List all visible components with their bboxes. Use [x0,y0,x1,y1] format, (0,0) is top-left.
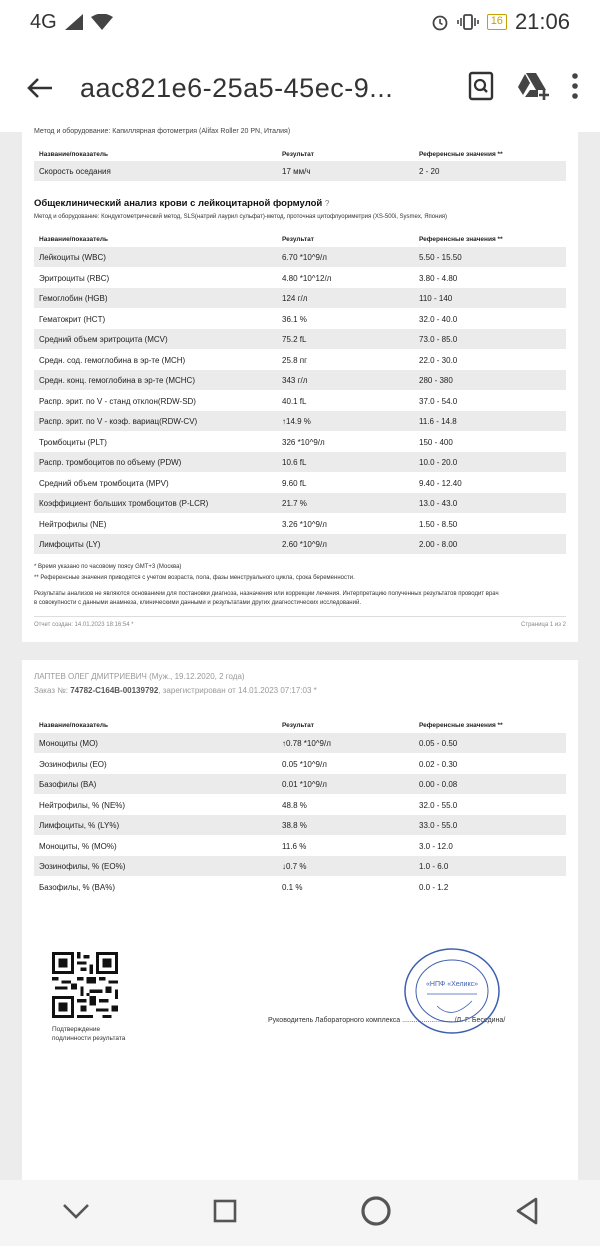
header-ref: Референсные значения ** [419,151,503,158]
table-row: Моноциты (MO) ↑0.78 *10^9/л 0.05 - 0.50 [34,733,566,753]
nav-recents-button[interactable] [213,1199,237,1228]
drive-add-icon [516,71,550,101]
home-circle-icon [360,1195,392,1227]
wifi-icon [91,14,113,30]
table-row: Нейтрофилы (NE) 3.26 *10^9/л 1.50 - 8.50 [39,520,458,529]
disclaimer: Результаты анализов не являются основанием для постановки диагноза, назначения или коррекции лечения. Интерпретацию полученных результатов проводит врач [34,591,499,597]
nav-home-button[interactable] [360,1195,392,1232]
method-text: Метод и оборудование: Кондуктометрический метод, SLS(натрий лаурил сульфат)-метод, проточная цитофлуориметрия (XS-500i, Sysmex, Япония) [34,214,448,220]
table-row: Базофилы, % (BA%) 0.1 % 0.0 - 1.2 [39,883,449,892]
header-name: Название/показатель [39,151,109,158]
method-text: Метод и оборудование: Капиллярная фотометрия (Alifax Roller 20 PN, Италия) [34,128,291,135]
table-header: Название/показатель Результат Референсные значения ** [39,722,503,729]
chevron-down-icon [62,1203,90,1219]
table-row: Средн. конц. гемоглобина в эр-те (MCHC) 343 г/л 280 - 380 [34,370,566,390]
table-row: Скорость оседания 17 мм/ч 2 - 20 [34,161,566,181]
network-type: 4G [30,10,57,33]
clock: 21:06 [514,9,570,34]
table-row: Лейкоциты (WBC) 6.70 *10^9/л 5.50 - 15.50 [34,247,566,267]
pdf-page-1 [22,128,578,642]
search-in-document-button[interactable] [468,71,494,106]
pdf-page-2 [22,660,578,1180]
table-row: Гематокрит (HCT) 36.1 % 32.0 - 40.0 [39,315,458,324]
patient-info: ЛАПТЕВ ОЛЕГ ДМИТРИЕВИЧ (Муж., 19.12.2020, 2 года) [34,672,245,681]
table-row: Эозинофилы, % (EO%) ↓0.7 % 1.0 - 6.0 [34,856,566,876]
table-row: Эозинофилы (EO) 0.05 *10^9/л 0.02 - 0.30 [39,760,458,769]
table-row: Средн. сод. гемоглобина в эр-те (MCH) 25.8 пг 22.0 - 30.0 [39,356,458,365]
status-bar [0,0,600,44]
table-row: Моноциты, % (MO%) 11.6 % 3.0 - 12.0 [39,842,453,851]
back-button[interactable] [0,77,80,99]
table-row: Гемоглобин (HGB) 124 г/л 110 - 140 [34,288,566,308]
divider [34,616,566,617]
disclaimer: в совокупности с данными анамнеза, клиническими данными и результатами других диагностических исследований. [34,600,361,606]
more-options-button[interactable] [572,73,578,104]
table-row: Средний объем тромбоцита (MPV) 9.60 fL 9.40 - 12.40 [39,479,462,488]
triangle-back-icon [515,1197,539,1225]
navigation-bar [0,1180,600,1246]
qr-code-icon [52,952,118,1018]
table-row: Распр. эрит. по V - станд отклон(RDW-SD) 40.1 fL 37.0 - 54.0 [39,397,458,406]
table-row: Коэффициент больших тромбоцитов (P-LCR) 21.7 % 13.0 - 43.0 [34,493,566,513]
table-row: Тромбоциты (PLT) 326 *10^9/л 150 - 400 [39,438,453,447]
footnote: ** Референсные значения приводятся с учетом возраста, пола, фазы менструального цикла, срока беременности. [34,575,355,581]
table-row: Лимфоциты (LY) 2.60 *10^9/л 2.00 - 8.00 [34,534,566,554]
section-title: Общеклинический анализ крови с лейкоцитарной формулой ? [34,198,330,209]
help-icon: ? [324,199,330,208]
table-row: Средний объем эритроцита (MCV) 75.2 fL 73.0 - 85.0 [34,329,566,349]
header-result: Результат [282,151,314,158]
table-row: Эритроциты (RBC) 4.80 *10^12/л 3.80 - 4.80 [39,274,458,283]
table-row: Распр. тромбоцитов по объему (PDW) 10.6 fL 10.0 - 20.0 [34,452,566,472]
alarm-icon [431,13,449,31]
footnote: * Время указано по часовому поясу GMT+3 (Москва) [34,564,182,570]
app-bar [0,44,600,132]
battery-icon: 16 [487,14,507,30]
stamp-icon [402,946,502,1036]
arrow-left-icon [27,77,53,99]
qr-caption: Подтверждение подлинности результата [52,1026,126,1042]
stamp-text: «НПФ «Хеликс» [426,981,478,988]
table-row: Нейтрофилы, % (NE%) 48.8 % 32.0 - 55.0 [39,801,458,810]
table-header: Название/показатель Результат Референсные значения ** [39,236,503,243]
more-vert-icon [572,73,578,99]
document-search-icon [468,71,494,101]
document-title: aac821e6-25a5-45ec-9... [80,72,394,103]
signature-name: /Л. Г. Беседина/ [454,1017,506,1024]
signature-line: Руководитель Лабораторного комплекса .......................... /Л. Г. Беседина/ [268,1017,506,1024]
nav-hide-keyboard-button[interactable] [62,1203,90,1224]
order-info: Заказ №: 74782-C164B-00139792, зарегистрирован от 14.01.2023 07:17:03 * [34,686,317,695]
nav-back-button[interactable] [515,1197,539,1230]
table-row: Лимфоциты, % (LY%) 38.8 % 33.0 - 55.0 [34,815,566,835]
vibrate-icon [457,13,479,31]
page-number: Страница 1 из 2 [521,622,566,628]
order-number: 74782-C164B-00139792 [70,686,159,695]
report-created: Отчет создан: 14.01.2023 18:16:54 * [34,622,134,628]
table-row: Распр. эрит. по V - коэф. вариац(RDW-CV) ↑14.9 % 11.6 - 14.8 [34,411,566,431]
square-icon [213,1199,237,1223]
signal-icon [65,14,83,30]
table-row: Базофилы (BA) 0.01 *10^9/л 0.00 - 0.08 [34,774,566,794]
add-to-drive-button[interactable] [516,71,550,106]
